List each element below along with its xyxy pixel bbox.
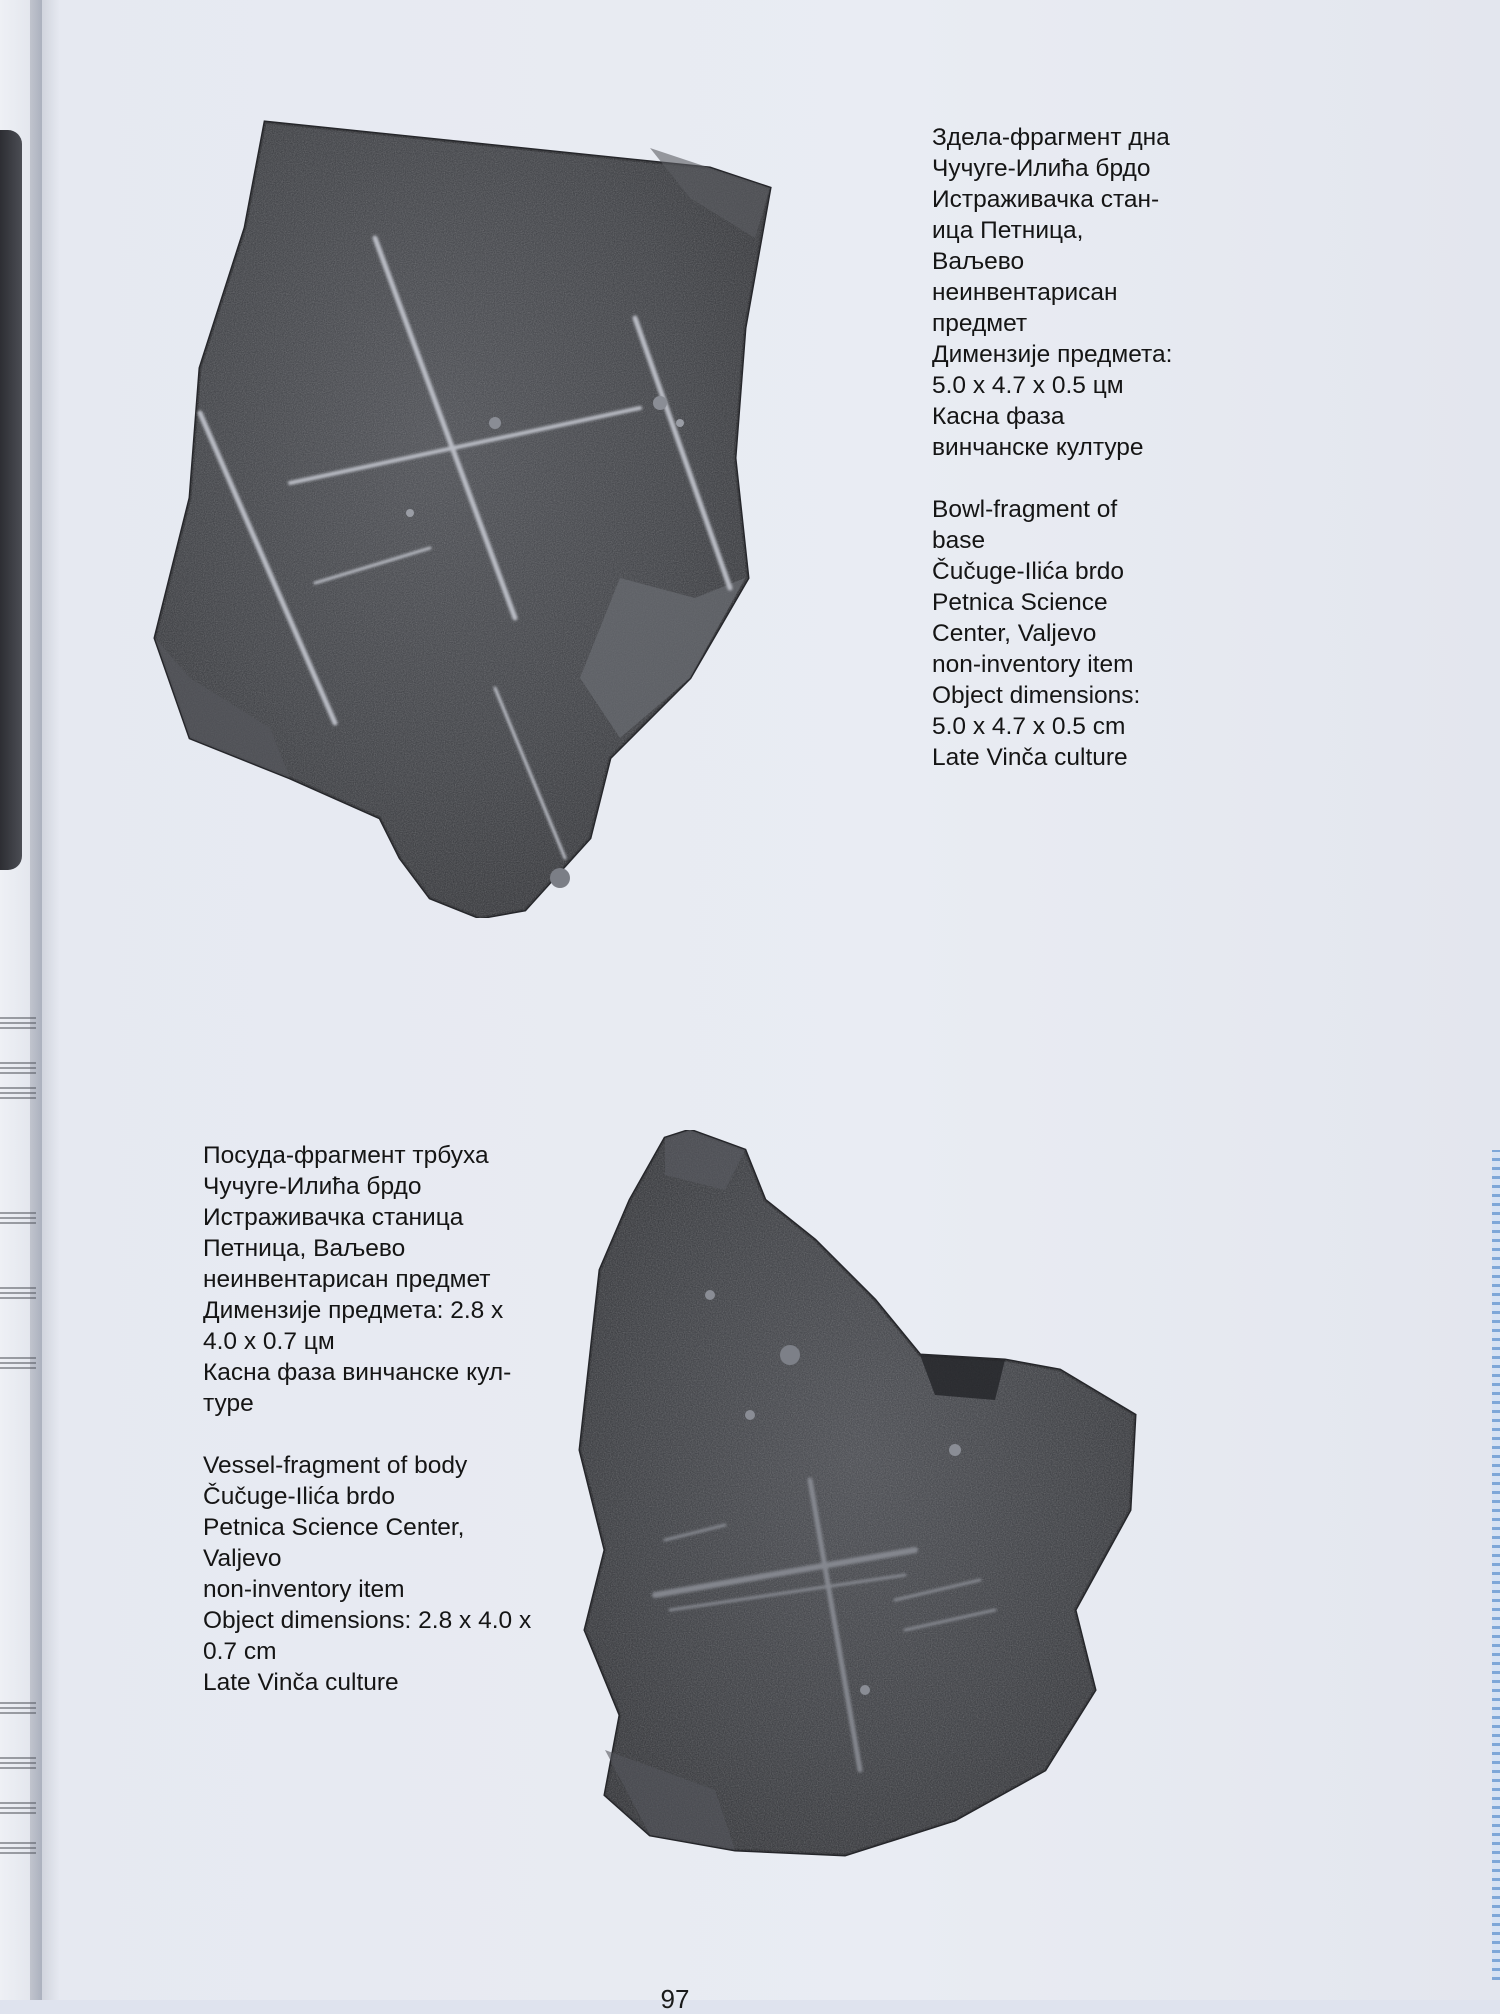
vessel-fragment-photo [575,1130,1145,1860]
caption-line: предмет [932,310,1028,337]
caption-line: Čučuge-Ilića brdo [203,1483,396,1510]
caption-line: Object dimensions: [932,682,1141,709]
caption-line: Late Vinča culture [932,744,1128,771]
caption-line: Ваљево [932,248,1025,275]
caption-line: non-inventory item [932,651,1134,678]
caption-line: неинвентарисан [932,279,1118,306]
gutter-shadow [30,0,60,2000]
caption-line: Center, Valjevo [932,620,1097,647]
caption-line: 5.0 x 4.7 x 0.5 cm [932,713,1126,740]
caption-line: Чучуге-Илића брдо [932,155,1151,182]
caption-line: ица Петница, [932,217,1084,244]
bowl-fragment-svg [150,118,890,918]
caption-line: Димензије предмета: 2.8 x [203,1297,504,1324]
bowl-fragment-photo [150,118,890,918]
caption-line: Истраживачка стан- [932,186,1160,213]
caption-line: Касна фаза [932,403,1065,430]
left-page-image-bleed [0,130,22,870]
caption-line: Димензије предмета: [932,341,1173,368]
caption-line: 0.7 cm [203,1638,277,1665]
caption-line: base [932,527,986,554]
page-number: 97 [660,1984,690,2014]
caption-line: Чучуге-Илића брдо [203,1173,422,1200]
caption-line: Valjevo [203,1545,282,1572]
caption-line: Petnica Science [932,589,1108,616]
caption-line: Истраживачка станица [203,1204,464,1231]
bowl-fragment-caption [932,122,1172,773]
caption-line: 5.0 x 4.7 x 0.5 цм [932,372,1124,399]
caption-line: Петница, Ваљево [203,1235,406,1262]
caption-gap [932,463,1172,494]
caption-line: 4.0 x 0.7 цм [203,1328,335,1355]
caption-line: non-inventory item [203,1576,405,1603]
caption-line: Late Vinča culture [203,1669,399,1696]
caption-line: Касна фаза винчанске кул- [203,1359,512,1386]
caption-line: Bowl-fragment of [932,496,1118,523]
caption-line: туре [203,1390,254,1417]
caption-line: неинвентарисан предмет [203,1266,491,1293]
caption-line: Здела-фрагмент дна [932,124,1170,151]
caption-line: Petnica Science Center, [203,1514,465,1541]
caption-line: Čučuge-Ilića brdo [932,558,1125,585]
caption-line: винчанске културе [932,434,1144,461]
caption-line: Vessel-fragment of body [203,1452,468,1479]
vessel-fragment-svg [575,1130,1145,1860]
caption-line: Посуда-фрагмент трбуха [203,1142,489,1169]
caption-line: Object dimensions: 2.8 x 4.0 x [203,1607,532,1634]
vessel-fragment-caption [203,1140,531,1698]
caption-gap [203,1419,531,1450]
right-edge-stripe [1492,1150,1500,1980]
